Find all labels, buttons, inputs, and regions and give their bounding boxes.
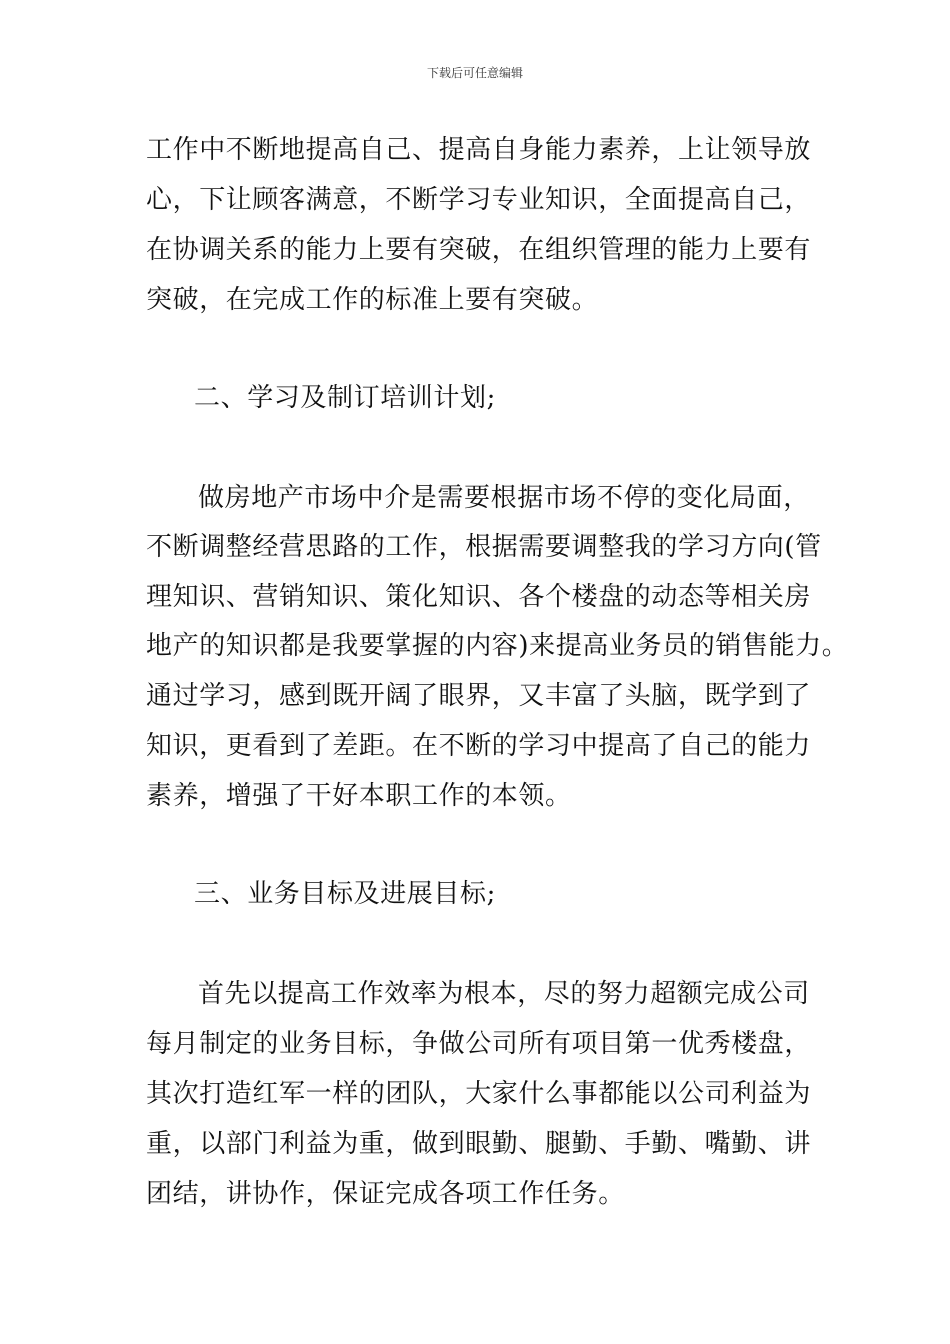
paragraph-3-line-5: 团结，讲协作，保证完成各项工作任务。 [146, 1179, 625, 1209]
paragraph-1-line-2: 心，下让顾客满意，不断学习专业知识，全面提高自己， [146, 185, 812, 215]
paragraph-1-line-1: 工作中不断地提高自己、提高自身能力素养，上让领导放 [146, 135, 812, 165]
paragraph-1-line-3: 在协调关系的能力上要有突破，在组织管理的能力上要有 [146, 235, 812, 265]
paragraph-2-line-3: 理知识、营销知识、策化知识、各个楼盘的动态等相关房 [146, 582, 812, 612]
paragraph-3-line-1: 首先以提高工作效率为根本，尽的努力超额完成公司 [198, 979, 810, 1009]
paragraph-2-line-7: 素养，增强了干好本职工作的本领。 [146, 781, 572, 811]
paragraph-1-line-4: 突破，在完成工作的标准上要有突破。 [146, 285, 599, 315]
section-heading-3: 三、业务目标及进展目标; [194, 879, 496, 909]
paragraph-2-line-5: 通过学习，感到既开阔了眼界，又丰富了头脑，既学到了 [146, 681, 812, 711]
paragraph-2-line-6: 知识，更看到了差距。在不断的学习中提高了自己的能力 [146, 731, 812, 761]
page-header: 下载后可任意编辑 [426, 66, 523, 80]
paragraph-2-line-2: 不断调整经营思路的工作，根据需要调整我的学习方向(管 [146, 532, 822, 562]
section-heading-2: 二、学习及制订培训计划; [194, 383, 496, 413]
paragraph-3-line-4: 重，以部门利益为重，做到眼勤、腿勤、手勤、嘴勤、讲 [146, 1129, 812, 1159]
paragraph-2-line-4: 地产的知识都是我要掌握的内容)来提高业务员的销售能力。 [146, 631, 849, 661]
paragraph-2-line-1: 做房地产市场中介是需要根据市场不停的变化局面， [198, 483, 810, 513]
paragraph-3-line-2: 每月制定的业务目标，争做公司所有项目第一优秀楼盘， [146, 1029, 812, 1059]
paragraph-3-line-3: 其次打造红军一样的团队，大家什么事都能以公司利益为 [146, 1079, 812, 1109]
